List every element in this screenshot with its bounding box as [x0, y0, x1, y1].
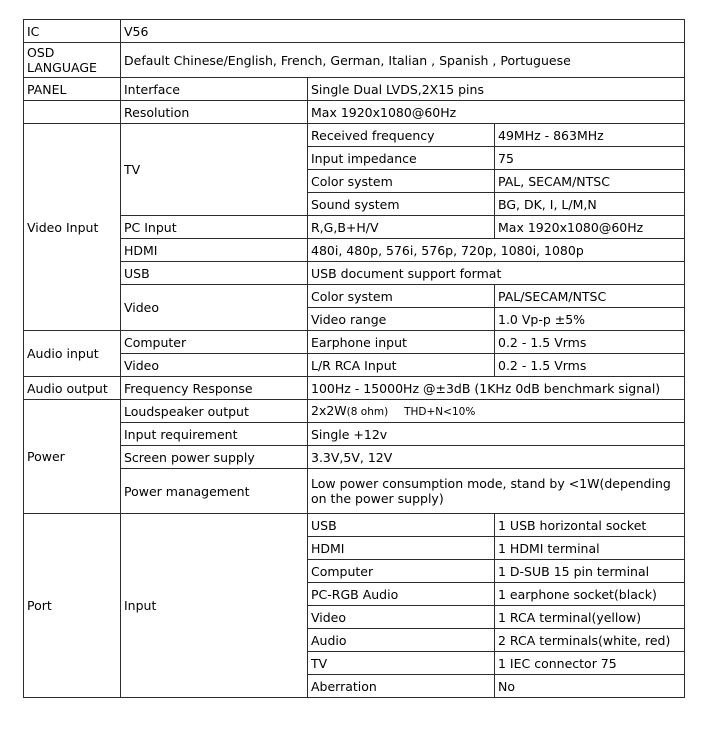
table-row [24, 101, 685, 124]
port-name: USB [308, 514, 495, 537]
table-row [24, 400, 685, 423]
speaker-thd: THD+N<10% [404, 405, 476, 418]
hdmi-label: HDMI [121, 239, 308, 262]
audio-output-value: 100Hz - 15000Hz @±3dB (1KHz 0dB benchmark signal) [308, 377, 685, 400]
row-label-audio-input: Audio input [24, 331, 121, 377]
panel-resolution-label: Resolution [121, 101, 308, 124]
table-row [24, 20, 685, 43]
row-label-panel: PANEL [24, 78, 121, 101]
audio-input-source: Video [121, 354, 308, 377]
audio-input-name: Earphone input [308, 331, 495, 354]
port-name: Computer [308, 560, 495, 583]
spec-table [23, 19, 685, 698]
port-input-label: Input [121, 514, 308, 698]
power-management-value: Low power consumption mode, stand by <1W(depending on the power supply) [308, 469, 685, 514]
tv-label: TV [121, 124, 308, 216]
table-row [24, 377, 685, 400]
audio-input-source: Computer [121, 331, 308, 354]
usb-value: USB document support format [308, 262, 685, 285]
table-row [24, 354, 685, 377]
video-param-value: PAL/SECAM/NTSC [495, 285, 685, 308]
tv-param-value: PAL, SECAM/NTSC [495, 170, 685, 193]
row-label-power: Power [24, 400, 121, 514]
tv-param-value: 49MHz - 863MHz [495, 124, 685, 147]
tv-param-value: 75 [495, 147, 685, 170]
power-management-label: Power management [121, 469, 308, 514]
table-row [24, 514, 685, 537]
screen-power-supply-label: Screen power supply [121, 446, 308, 469]
port-name: Audio [308, 629, 495, 652]
pc-input-label: PC Input [121, 216, 308, 239]
ic-value: V56 [121, 20, 685, 43]
port-name: TV [308, 652, 495, 675]
port-value: 1 RCA terminal(yellow) [495, 606, 685, 629]
port-name: HDMI [308, 537, 495, 560]
port-value: 1 earphone socket(black) [495, 583, 685, 606]
hdmi-value: 480i, 480p, 576i, 576p, 720p, 1080i, 1080p [308, 239, 685, 262]
video-param-name: Color system [308, 285, 495, 308]
port-value: 1 HDMI terminal [495, 537, 685, 560]
video-label: Video [121, 285, 308, 331]
audio-input-name: L/R RCA Input [308, 354, 495, 377]
row-label-osd-language: OSD LANGUAGE [24, 43, 121, 78]
port-value: No [495, 675, 685, 698]
row-label-audio-output: Audio output [24, 377, 121, 400]
speaker-output-label: Loudspeaker output [121, 400, 308, 423]
table-row [24, 239, 685, 262]
audio-output-name: Frequency Response [121, 377, 308, 400]
table-row [24, 285, 685, 308]
audio-input-value: 0.2 - 1.5 Vrms [495, 354, 685, 377]
input-requirement-value: Single +12v [308, 423, 685, 446]
pc-input-value: Max 1920x1080@60Hz [495, 216, 685, 239]
table-row [24, 469, 685, 514]
pc-input-signal: R,G,B+H/V [308, 216, 495, 239]
speaker-output-value [308, 400, 685, 423]
video-param-value: 1.0 Vp-p ±5% [495, 308, 685, 331]
table-row [24, 43, 685, 78]
port-value: 2 RCA terminals(white, red) [495, 629, 685, 652]
port-value: 1 USB horizontal socket [495, 514, 685, 537]
port-name: Aberration [308, 675, 495, 698]
usb-label: USB [121, 262, 308, 285]
panel-interface-value: Single Dual LVDS,2X15 pins [308, 78, 685, 101]
table-row [24, 446, 685, 469]
input-requirement-label: Input requirement [121, 423, 308, 446]
table-row [24, 124, 685, 147]
row-label-ic: IC [24, 20, 121, 43]
tv-param-name: Sound system [308, 193, 495, 216]
port-value: 1 IEC connector 75 [495, 652, 685, 675]
panel-interface-label: Interface [121, 78, 308, 101]
table-row [24, 78, 685, 101]
table-row [24, 423, 685, 446]
tv-param-value: BG, DK, I, L/M,N [495, 193, 685, 216]
tv-param-name: Input impedance [308, 147, 495, 170]
table-row [24, 331, 685, 354]
panel-resolution-value: Max 1920x1080@60Hz [308, 101, 685, 124]
tv-param-name: Color system [308, 170, 495, 193]
osd-language-value: Default Chinese/English, French, German, Italian , Spanish , Portuguese [121, 43, 685, 78]
speaker-power: 2x2W [311, 402, 347, 418]
tv-param-name: Received frequency [308, 124, 495, 147]
speaker-impedance: (8 ohm) [346, 405, 389, 418]
port-name: Video [308, 606, 495, 629]
port-value: 1 D-SUB 15 pin terminal [495, 560, 685, 583]
table-row [24, 262, 685, 285]
port-name: PC-RGB Audio [308, 583, 495, 606]
audio-input-value: 0.2 - 1.5 Vrms [495, 331, 685, 354]
row-label-port: Port [24, 514, 121, 698]
video-param-name: Video range [308, 308, 495, 331]
screen-power-supply-value: 3.3V,5V, 12V [308, 446, 685, 469]
table-row [24, 216, 685, 239]
panel-empty-cell [24, 101, 121, 124]
row-label-video-input: Video Input [24, 124, 121, 331]
